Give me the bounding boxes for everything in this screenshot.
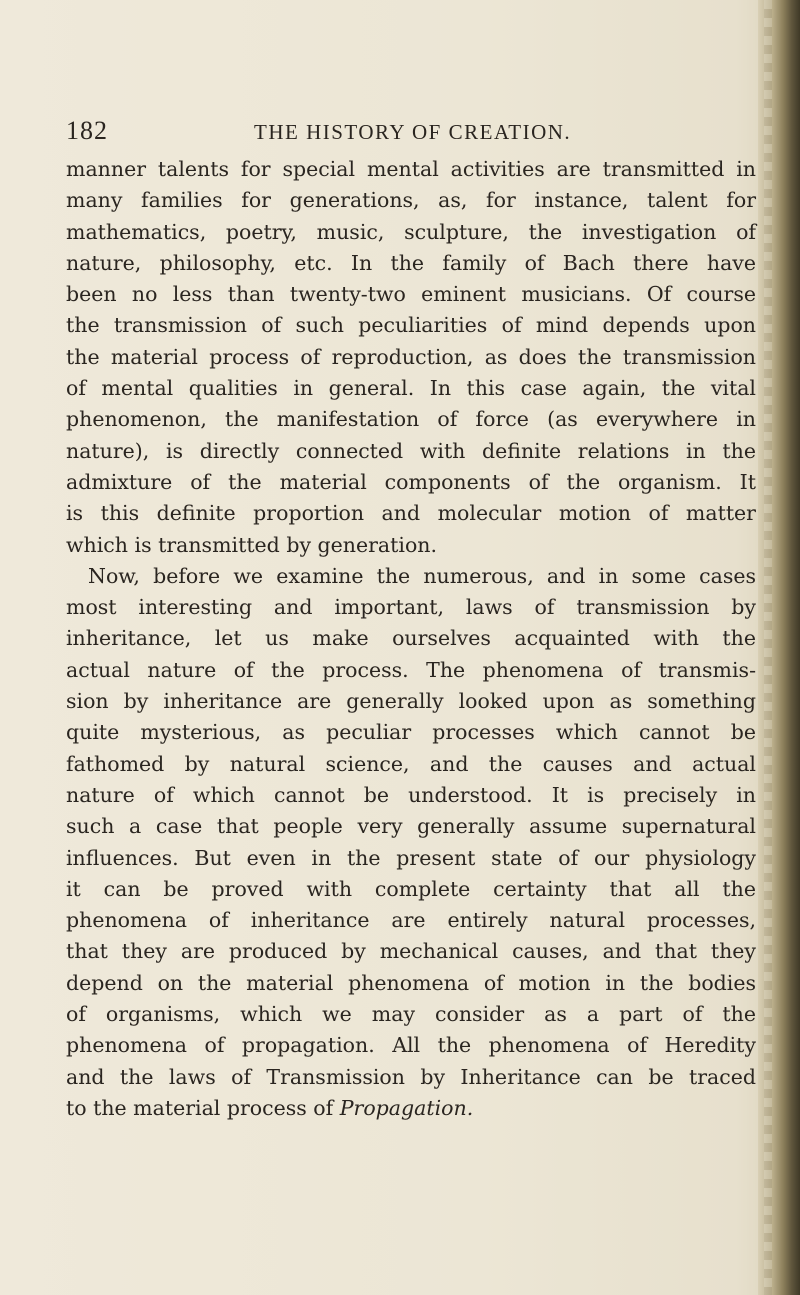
text-line: fathomed by natural science, and the causes and actual: [66, 751, 756, 776]
text-line: phenomena of inheritance are entirely natural processes,: [66, 908, 756, 933]
italic-term-propagation: Propagation.: [339, 1095, 474, 1120]
text-line: sion by inheritance are generally looked upon as something: [66, 689, 756, 714]
text-line: been no less than twenty-two eminent musicians. Of course: [66, 282, 756, 307]
text-line: manner talents for special mental activities are transmitted in: [66, 157, 756, 181]
text-line: admixture of the material components of the organism. It: [66, 469, 756, 494]
text-line: and the laws of Transmission by Inheritance can be traced: [66, 1064, 756, 1089]
final-text-line: [66, 1093, 756, 1124]
page-number: 182: [66, 116, 108, 145]
running-title: THE HISTORY OF CREATION.: [254, 120, 572, 144]
text-line: phenomenon, the manifestation of force (as everywhere in: [66, 407, 756, 432]
text-line: most interesting and important, laws of transmission by: [66, 595, 756, 620]
text-line: that they are produced by mechanical causes, and that they: [66, 939, 756, 964]
body-text: [66, 154, 756, 1124]
text-line: Now, before we examine the numerous, and in some cases: [88, 563, 756, 588]
final-line-prefix: to the material process of: [66, 1095, 340, 1120]
text-line: nature), is directly connected with definite relations in the: [66, 438, 756, 463]
text-line: inheritance, let us make ourselves acquainted with the: [66, 626, 756, 651]
text-line: mathematics, poetry, music, sculpture, the investigation of: [66, 219, 756, 244]
text-line: such a case that people very generally assume supernatural: [66, 814, 756, 839]
text-line: of organisms, which we may consider as a part of the: [66, 1002, 756, 1027]
text-line: many families for generations, as, for instance, talent for: [66, 188, 756, 213]
text-line: influences. But even in the present state of our physiology: [66, 845, 756, 870]
page-header: [66, 116, 756, 146]
text-line: actual nature of the process. The phenomena of transmis-: [66, 657, 756, 682]
text-line: quite mysterious, as peculiar processes which cannot be: [66, 720, 756, 745]
text-line: phenomena of propagation. All the phenomena of Heredity: [66, 1033, 756, 1058]
text-line: the material process of reproduction, as does the transmission: [66, 344, 756, 369]
text-line: depend on the material phenomena of motion in the bodies: [66, 970, 756, 995]
text-line: the transmission of such peculiarities of mind depends upon: [66, 313, 756, 338]
text-line: of mental qualities in general. In this case again, the vital: [66, 376, 756, 401]
text-line: nature of which cannot be understood. It is precisely in: [66, 782, 756, 807]
text-line: is this definite proportion and molecular motion of matter: [66, 501, 756, 526]
text-line: it can be proved with complete certainty that all the: [66, 876, 756, 901]
text-line: which is transmitted by generation.: [66, 532, 438, 557]
text-line: nature, philosophy, etc. In the family of Bach there have: [66, 250, 756, 275]
page-edge-binding: [758, 0, 800, 1295]
